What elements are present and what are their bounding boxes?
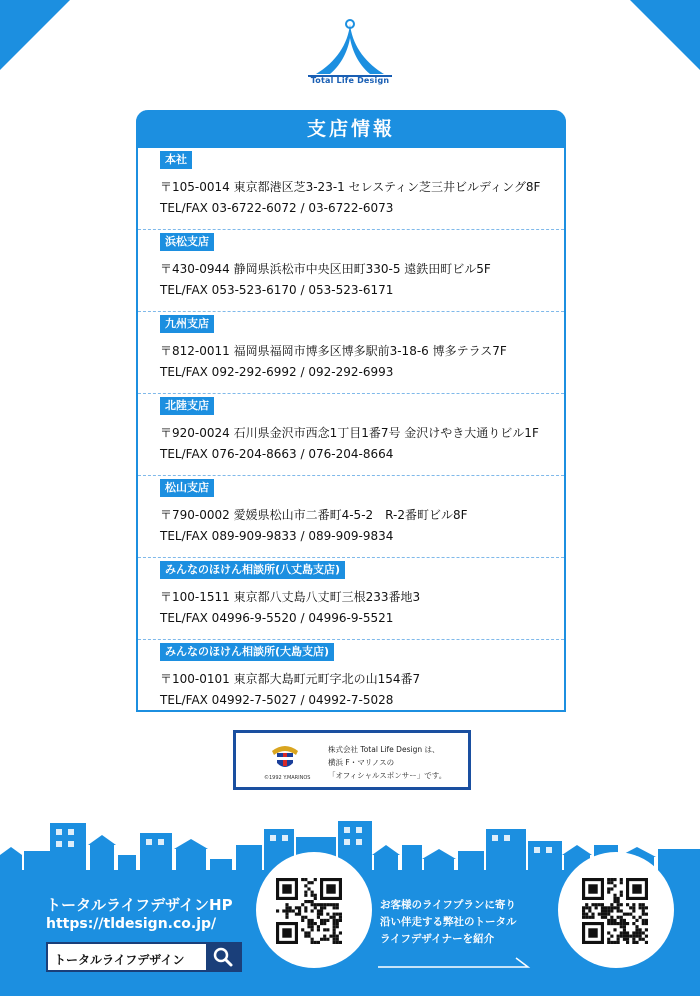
branch-item [138,148,564,230]
branch-name-badge: 北陸支店 [160,397,214,415]
sponsor-text [328,743,446,782]
branch-list [138,148,564,721]
qr-code-designer-icon[interactable] [582,878,648,944]
branch-item [138,558,564,640]
qr-code-hp-icon[interactable] [276,878,342,944]
branch-tel-fax: TEL/FAX 04992-7-5027 / 04992-7-5028 [160,693,394,707]
branch-address: 〒100-1511 東京都八丈島八丈町三根233番地3 [160,590,421,604]
branch-address: 〒100-0101 東京都大島町元町字北の山154番7 [160,672,421,686]
search-box[interactable] [46,942,242,972]
branch-tel-fax: TEL/FAX 076-204-8663 / 076-204-8664 [160,447,394,461]
branch-item [138,394,564,476]
designer-intro-text [380,897,517,948]
sponsor-line: 株式会社 Total Life Design は、 [328,745,440,754]
branch-tel-fax: TEL/FAX 092-292-6992 / 092-292-6993 [160,365,394,379]
branch-name-badge: みんなのほけん相談所(八丈島支店) [160,561,345,579]
search-button[interactable] [206,944,240,970]
hp-url-link[interactable]: https://tldesign.co.jp/ [46,916,217,932]
branch-address: 〒790-0002 愛媛県松山市二番町4-5-2 R-2番町ビル8F [160,508,468,522]
corner-decoration-right [630,0,700,70]
branch-tel-fax: TEL/FAX 053-523-6170 / 053-523-6171 [160,283,394,297]
intro-line: 沿い伴走する弊社のトータル [380,916,517,928]
intro-line: ライフデザイナーを紹介 [380,933,495,945]
marinos-crest-icon [268,739,302,773]
branch-name-badge: 松山支店 [160,479,214,497]
branch-info-panel [136,110,566,712]
branch-name-badge: 浜松支店 [160,233,214,251]
branch-address: 〒430-0944 静岡県浜松市中央区田町330-5 遠鉄田町ビル5F [160,262,491,276]
arrow-line-icon [378,957,538,969]
corner-decoration-left [0,0,70,70]
section-title: 支店情報 [136,110,566,148]
branch-item [138,640,564,721]
sponsor-line: 「オフィシャルスポンサー」です。 [328,771,447,780]
branch-address: 〒812-0011 福岡県福岡市博多区博多駅前3-18-6 博多テラス7F [160,344,507,358]
branch-name-badge: みんなのほけん相談所(大島支店) [160,643,334,661]
sponsor-box [233,730,471,790]
branch-address: 〒920-0024 石川県金沢市西念1丁目1番7号 金沢けやき大通りビル1F [160,426,539,440]
branch-tel-fax: TEL/FAX 03-6722-6072 / 03-6722-6073 [160,201,394,215]
hp-title: トータルライフデザインHP [46,896,233,914]
branch-tel-fax: TEL/FAX 089-909-9833 / 089-909-9834 [160,529,394,543]
logo-text: Total Life Design [310,76,390,85]
branch-tel-fax: TEL/FAX 04996-9-5520 / 04996-9-5521 [160,611,394,625]
branch-address: 〒105-0014 東京都港区芝3-23-1 セレスティン芝三井ビルディング8F [160,180,541,194]
branch-name-badge: 本社 [160,151,192,169]
branch-item [138,312,564,394]
branch-item [138,476,564,558]
sponsor-copyright: ©1992 Y.MARINOS [264,775,311,781]
intro-line: お客様のライフプランに寄り [380,899,516,911]
branch-name-badge: 九州支店 [160,315,214,333]
search-input[interactable]: トータルライフデザイン [54,953,185,967]
sponsor-line: 横浜 F・マリノスの [328,758,395,767]
search-icon [206,944,240,970]
branch-item [138,230,564,312]
